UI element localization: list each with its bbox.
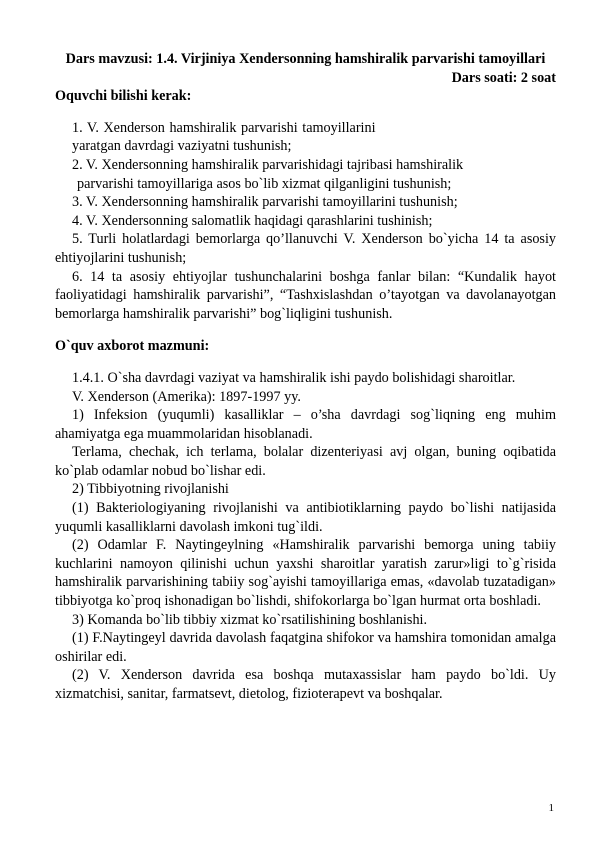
content-3: 1) Infeksion (yuqumli) kasalliklar – o’sha davrdagi sog`liqning eng muhim ahamiyatga ega muammolaridan hisoblanadi. — [55, 407, 556, 442]
must-know-heading: Oquvchi bilishi kerak: — [55, 88, 192, 105]
content-10: (2) V. Xenderson davrida esa boshqa mutaxassislar ham paydo bo`ldi. Uy xizmatchisi, sanitar, farmatsevt, dietolog, fizioterapevt va boshqalar. — [55, 667, 556, 702]
content-2: V. Xenderson (Amerika): 1897-1997 yy. — [72, 388, 301, 405]
content-6: (1) Bakteriologiyaning rivojlanishi va antibiotiklarning paydo bo`lishi natijasida yuqumli kasalliklarni davolash imkoni tug`ildi. — [55, 500, 556, 535]
content-4: Terlama, chechak, ich terlama, bolalar dizenteriyasi avj olgan, buning oqibatida ko`plab odamlar nobud bo`lishar edi. — [55, 444, 556, 479]
objective-2a: 2. V. Xendersonning hamshiralik parvarishidagi tajribasi hamshiralik — [72, 156, 464, 173]
objective-3: 3. V. Xendersonning hamshiralik parvarishi tamoyillarini tushunish; — [72, 194, 458, 211]
objective-5: 5. Turli holatlardagi bemorlarga qo’llanuvchi V. Xenderson bo`yicha 14 ta asosiy ehtiyojlarini tushunish; — [55, 231, 556, 266]
content-5: 2) Tibbiyotning rivojlanishi — [72, 481, 229, 498]
content-9: (1) F.Naytingeyl davrida davolash faqatgina shifokor va hamshira tomonidan amalga oshirilar edi. — [55, 630, 556, 665]
objective-2b: parvarishi tamoyillariga asos bo`lib xizmat qilganligini tushunish; — [77, 175, 452, 192]
info-heading: O`quv axborot mazmuni: — [55, 338, 210, 355]
content-1: 1.4.1. O`sha davrdagi vaziyat va hamshiralik ishi paydo bolishidagi sharoitlar. — [72, 369, 516, 386]
lesson-title: Dars mavzusi: 1.4. Virjiniya Xendersonning hamshiralik parvarishi tamoyillari — [65, 51, 546, 67]
objective-4: 4. V. Xendersonning salomatlik haqidagi qarashlarini tushinish; — [72, 212, 433, 229]
content-8: 3) Komanda bo`lib tibbiy xizmat ko`rsatilishining boshlanishi. — [72, 611, 428, 628]
page-number: 1 — [548, 802, 554, 814]
objective-1b: yaratgan davrdagi vaziyatni tushunish; — [72, 138, 292, 155]
content-7: (2) Odamlar F. Naytingeylning «Hamshiralik parvarishi bemorga uning tabiiy kuchlarini namoyon qilinishi uchun yaxshi sharoitlar yaratish zarur»ligi to`g`risida hamshiralik parvarishining tabiiy sog`ayishi tamoyillariga emas, «davolab tuzatadigan» tibbiyotga ko`proq ishonadigan bo`lishdi, shifokorlarga bo`lgan hurmat orta boshladi. — [55, 537, 556, 610]
objective-6: 6. 14 ta asosiy ehtiyojlar tushunchalarini boshga fanlar bilan: “Kundalik hayot faoliyatidagi hamshiralik parvarishi”, “Tashxislashdan o’tayotgan va davolanayotgan bemorlarga hamshiralik parvarishi” bog`liqligini tushunish. — [55, 268, 556, 322]
objective-1a: 1. V. Xenderson hamshiralik parvarishi tamoyillarini — [72, 119, 376, 136]
lesson-hours: Dars soati: 2 soat — [451, 69, 556, 86]
